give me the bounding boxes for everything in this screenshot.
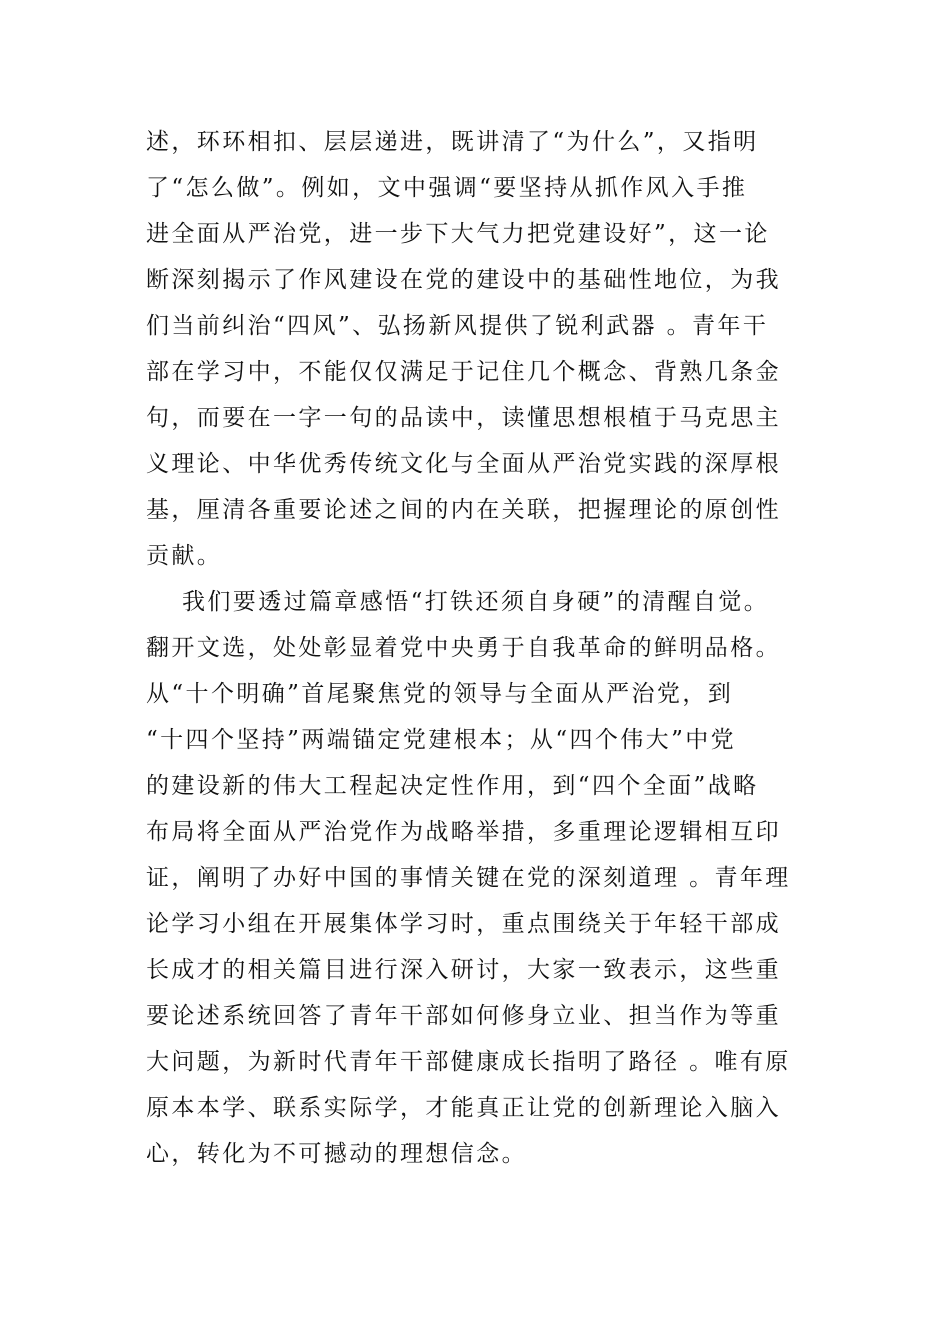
paragraph-line: 原本本学、联系实际学，才能真正让党的创新理论入脑入 [146,1095,781,1121]
paragraph-line: 布局将全面从严治党作为战略举措，多重理论逻辑相互印 [146,819,781,845]
paragraph-line: 们当前纠治“四风”、弘扬新风提供了锐利武器 。青年干 [146,313,769,339]
paragraph-line: 大问题，为新时代青年干部健康成长指明了路径 。唯有原 [146,1049,791,1075]
paragraph-line: 证，阐明了办好中国的事情关键在党的深刻道理 。青年理 [146,865,791,891]
paragraph-1 [146,119,806,579]
paragraph-line: 长成才的相关篇目进行深入研讨，大家一致表示，这些重 [146,957,781,983]
paragraph-line: 从“十个明确”首尾聚焦党的领导与全面从严治党，到 [146,681,734,707]
paragraph-line: 翻开文选，处处彰显着党中央勇于自我革命的鲜明品格。 [146,635,781,661]
paragraph-line: 心，转化为不可撼动的理想信念。 [146,1141,527,1167]
paragraph-line: 义理论、中华优秀传统文化与全面从严治党实践的深厚根 [146,451,781,477]
paragraph-first-line: 我们要透过篇章感悟“打铁还须自身硬”的清醒自觉。 [182,589,770,615]
paragraph-line: 了“怎么做”。例如，文中强调“要坚持从抓作风入手推 [146,175,748,201]
paragraph-line: 部在学习中，不能仅仅满足于记住几个概念、背熟几条金 [146,359,781,385]
paragraph-2 [146,579,806,1177]
paragraph-line: 断深刻揭示了作风建设在党的建设中的基础性地位，为我 [146,267,781,293]
paragraph-line: 基，厘清各重要论述之间的内在关联，把握理论的原创性 [146,497,781,523]
paragraph-line: 述，环环相扣、层层递进，既讲清了“为什么”，又指明 [146,129,759,155]
paragraph-line: 论学习小组在开展集体学习时，重点围绕关于年轻干部成 [146,911,781,937]
paragraph-line: 贡献。 [146,543,223,569]
paragraph-line: 进全面从严治党，进一步下大气力把党建设好”，这一论 [146,221,770,247]
paragraph-line: “十四个坚持”两端锚定党建根本；从“四个伟大”中党 [146,727,737,753]
paragraph-line: 句，而要在一字一句的品读中，读懂思想根植于马克思主 [146,405,781,431]
paragraph-line: 的建设新的伟大工程起决定性作用，到“四个全面”战略 [146,773,759,799]
paragraph-line: 要论述系统回答了青年干部如何修身立业、担当作为等重 [146,1003,781,1029]
